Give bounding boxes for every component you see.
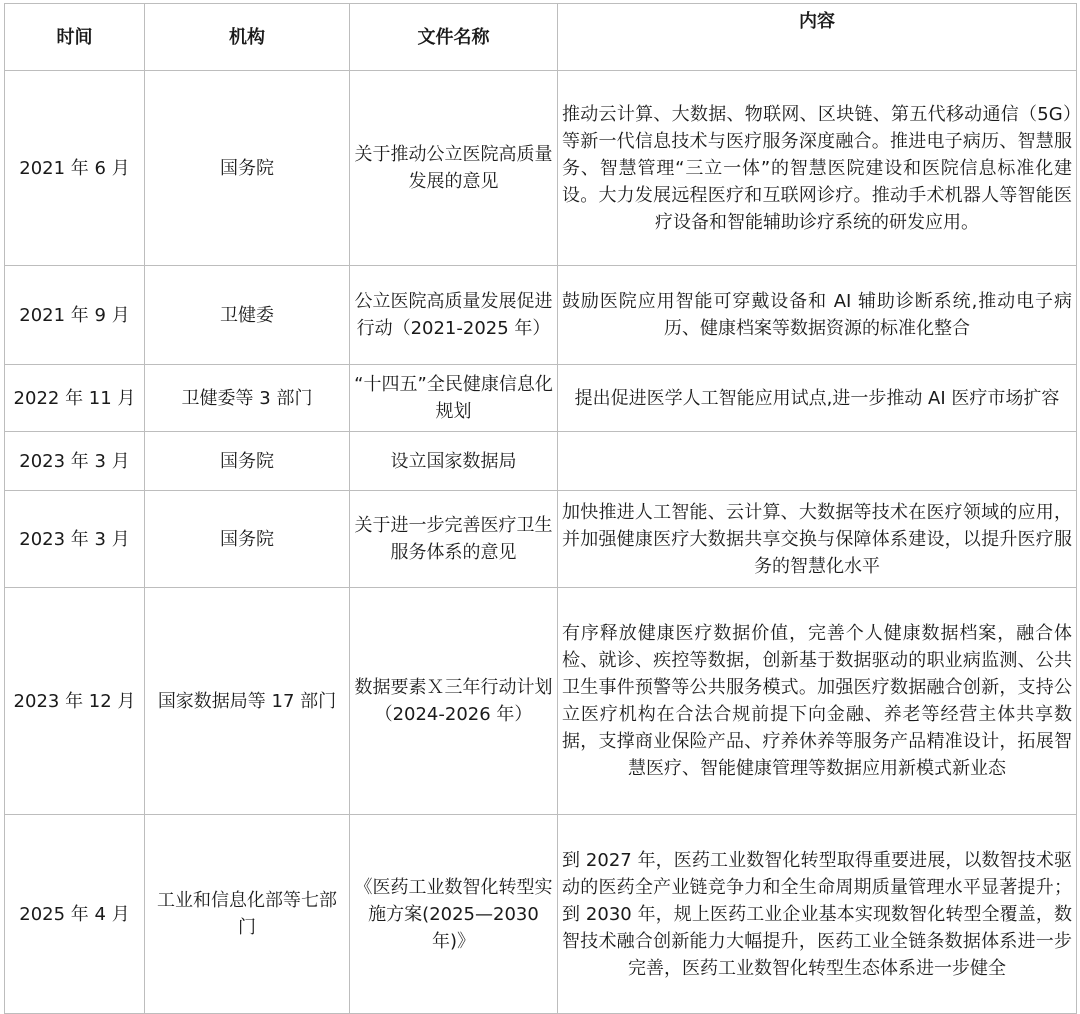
cell-content: 推动云计算、大数据、物联网、区块链、第五代移动通信（5G）等新一代信息技术与医疗服务深度融合。推进电子病历、智慧服务、智慧管理“三立一体”的智慧医院建设和医院信息标准化建设。大力发展远程医疗和互联网诊疗。推动手术机器人等智能医疗设备和智能辅助诊疗系统的研发应用。	[558, 71, 1077, 266]
cell-time: 2022 年 11 月	[5, 365, 145, 432]
cell-org: 国家数据局等 17 部门	[145, 588, 350, 815]
cell-time: 2023 年 3 月	[5, 432, 145, 491]
cell-org: 卫健委	[145, 266, 350, 365]
table-row	[5, 432, 1077, 491]
cell-time: 2023 年 12 月	[5, 588, 145, 815]
cell-time: 2025 年 4 月	[5, 815, 145, 1014]
cell-doc: 数据要素Ｘ三年行动计划（2024-2026 年）	[350, 588, 558, 815]
cell-doc: 《医药工业数智化转型实施方案(2025—2030 年)》	[350, 815, 558, 1014]
table-row	[5, 266, 1077, 365]
cell-time: 2021 年 9 月	[5, 266, 145, 365]
cell-time: 2021 年 6 月	[5, 71, 145, 266]
cell-content	[558, 432, 1077, 491]
header-time: 时间	[5, 4, 145, 71]
cell-content: 鼓励医院应用智能可穿戴设备和 AI 辅助诊断系统,推动电子病历、健康档案等数据资源的标准化整合	[558, 266, 1077, 365]
cell-doc: 公立医院高质量发展促进行动（2021-2025 年）	[350, 266, 558, 365]
header-doc: 文件名称	[350, 4, 558, 71]
cell-doc: 关于推动公立医院高质量发展的意见	[350, 71, 558, 266]
table-row	[5, 71, 1077, 266]
cell-org: 国务院	[145, 432, 350, 491]
cell-doc: 关于进一步完善医疗卫生服务体系的意见	[350, 491, 558, 588]
cell-org: 工业和信息化部等七部门	[145, 815, 350, 1014]
cell-content: 到 2027 年，医药工业数智化转型取得重要进展，以数智技术驱动的医药全产业链竞争力和全生命周期质量管理水平显著提升；到 2030 年，规上医药工业企业基本实现数智化转型全覆盖，数智技术融合创新能力大幅提升，医药工业全链条数据体系进一步完善，医药工业数智化转型生态体系进一步健全	[558, 815, 1077, 1014]
table-header-row	[5, 4, 1077, 71]
header-content: 内容	[558, 4, 1077, 71]
cell-doc: “十四五”全民健康信息化规划	[350, 365, 558, 432]
cell-org: 国务院	[145, 71, 350, 266]
cell-org: 国务院	[145, 491, 350, 588]
table-row	[5, 365, 1077, 432]
cell-doc: 设立国家数据局	[350, 432, 558, 491]
table-row	[5, 588, 1077, 815]
table-row	[5, 491, 1077, 588]
cell-org: 卫健委等 3 部门	[145, 365, 350, 432]
policy-table	[4, 3, 1077, 1014]
cell-content: 提出促进医学人工智能应用试点,进一步推动 AI 医疗市场扩容	[558, 365, 1077, 432]
cell-content: 有序释放健康医疗数据价值，完善个人健康数据档案，融合体检、就诊、疾控等数据，创新基于数据驱动的职业病监测、公共卫生事件预警等公共服务模式。加强医疗数据融合创新，支持公立医疗机构在合法合规前提下向金融、养老等经营主体共享数据，支撑商业保险产品、疗养休养等服务产品精准设计，拓展智慧医疗、智能健康管理等数据应用新模式新业态	[558, 588, 1077, 815]
cell-content: 加快推进人工智能、云计算、大数据等技术在医疗领域的应用，并加强健康医疗大数据共享交换与保障体系建设，以提升医疗服务的智慧化水平	[558, 491, 1077, 588]
header-org: 机构	[145, 4, 350, 71]
cell-time: 2023 年 3 月	[5, 491, 145, 588]
table-row	[5, 815, 1077, 1014]
